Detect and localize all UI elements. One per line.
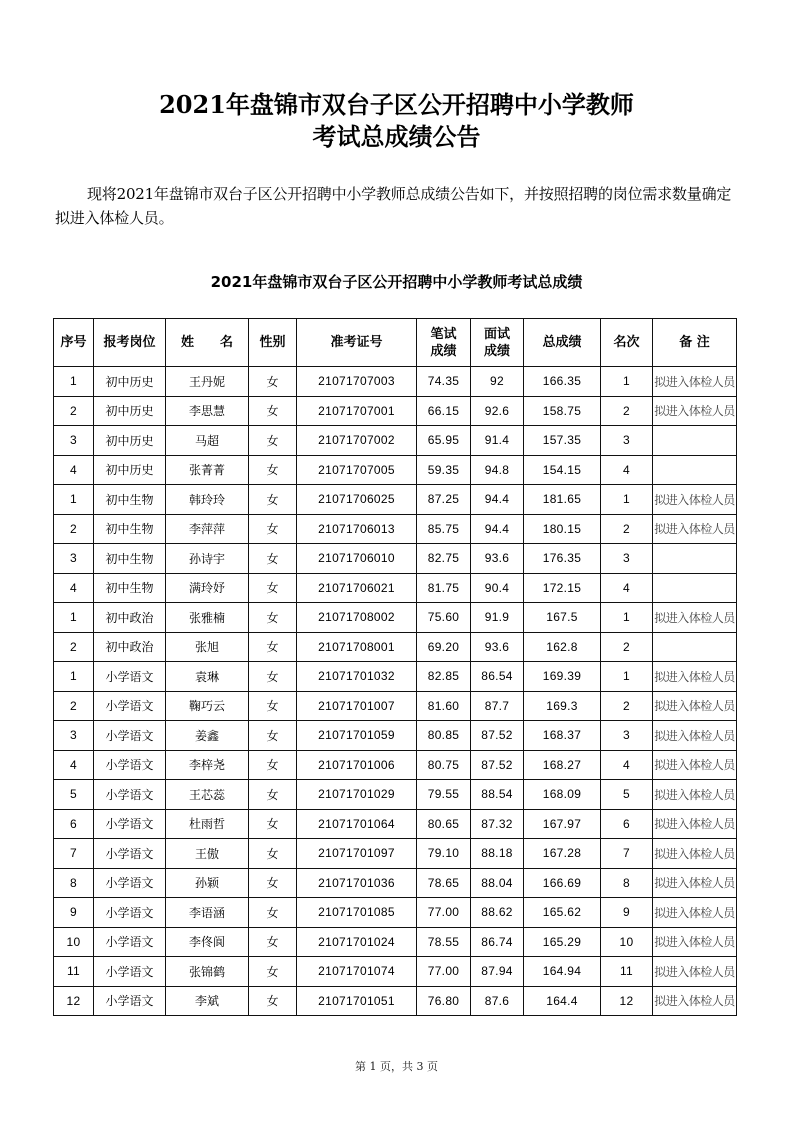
cell-name: 王丹妮 bbox=[166, 367, 249, 397]
cell-name: 姜鑫 bbox=[166, 721, 249, 751]
header-written-score: 笔试 成绩 bbox=[417, 319, 471, 367]
cell-interview-score: 93.6 bbox=[471, 632, 524, 662]
cell-rank: 6 bbox=[601, 809, 653, 839]
cell-position: 小学语文 bbox=[94, 957, 166, 987]
cell-gender: 女 bbox=[249, 750, 297, 780]
cell-note: 拟进入体检人员 bbox=[653, 721, 737, 751]
cell-exam-id: 21071701097 bbox=[297, 839, 417, 869]
cell-interview-score: 94.8 bbox=[471, 455, 524, 485]
cell-exam-id: 21071701085 bbox=[297, 898, 417, 928]
cell-total-score: 181.65 bbox=[524, 485, 601, 515]
cell-name: 李思慧 bbox=[166, 396, 249, 426]
cell-exam-id: 21071707001 bbox=[297, 396, 417, 426]
cell-seq: 1 bbox=[54, 367, 94, 397]
cell-exam-id: 21071701036 bbox=[297, 868, 417, 898]
cell-rank: 1 bbox=[601, 367, 653, 397]
cell-name: 王芯蕊 bbox=[166, 780, 249, 810]
cell-exam-id: 21071706013 bbox=[297, 514, 417, 544]
cell-note bbox=[653, 455, 737, 485]
cell-gender: 女 bbox=[249, 603, 297, 633]
table-row bbox=[54, 839, 737, 869]
header-position: 报考岗位 bbox=[94, 319, 166, 367]
cell-note: 拟进入体检人员 bbox=[653, 839, 737, 869]
cell-interview-score: 87.32 bbox=[471, 809, 524, 839]
cell-position: 小学语文 bbox=[94, 809, 166, 839]
cell-written-score: 81.60 bbox=[417, 691, 471, 721]
cell-written-score: 78.65 bbox=[417, 868, 471, 898]
cell-gender: 女 bbox=[249, 514, 297, 544]
cell-gender: 女 bbox=[249, 485, 297, 515]
cell-gender: 女 bbox=[249, 780, 297, 810]
cell-gender: 女 bbox=[249, 632, 297, 662]
cell-position: 初中历史 bbox=[94, 396, 166, 426]
table-row bbox=[54, 455, 737, 485]
cell-written-score: 82.85 bbox=[417, 662, 471, 692]
cell-seq: 6 bbox=[54, 809, 94, 839]
cell-gender: 女 bbox=[249, 455, 297, 485]
cell-total-score: 168.27 bbox=[524, 750, 601, 780]
cell-interview-score: 87.7 bbox=[471, 691, 524, 721]
table-row bbox=[54, 721, 737, 751]
cell-exam-id: 21071701051 bbox=[297, 986, 417, 1016]
cell-name: 杜雨哲 bbox=[166, 809, 249, 839]
cell-interview-score: 88.04 bbox=[471, 868, 524, 898]
cell-rank: 9 bbox=[601, 898, 653, 928]
cell-note bbox=[653, 573, 737, 603]
table-body bbox=[54, 367, 737, 1016]
cell-rank: 10 bbox=[601, 927, 653, 957]
cell-gender: 女 bbox=[249, 868, 297, 898]
cell-total-score: 165.29 bbox=[524, 927, 601, 957]
cell-note bbox=[653, 544, 737, 574]
cell-gender: 女 bbox=[249, 986, 297, 1016]
cell-written-score: 59.35 bbox=[417, 455, 471, 485]
document-title: 2021年盘锦市双台子区公开招聘中小学教师 bbox=[159, 90, 634, 119]
cell-total-score: 180.15 bbox=[524, 514, 601, 544]
table-row bbox=[54, 367, 737, 397]
cell-seq: 10 bbox=[54, 927, 94, 957]
cell-position: 小学语文 bbox=[94, 839, 166, 869]
cell-written-score: 66.15 bbox=[417, 396, 471, 426]
cell-seq: 5 bbox=[54, 780, 94, 810]
cell-total-score: 166.35 bbox=[524, 367, 601, 397]
cell-position: 初中生物 bbox=[94, 485, 166, 515]
cell-interview-score: 87.94 bbox=[471, 957, 524, 987]
cell-interview-score: 92.6 bbox=[471, 396, 524, 426]
header-interview-score: 面试 成绩 bbox=[471, 319, 524, 367]
cell-exam-id: 21071701007 bbox=[297, 691, 417, 721]
cell-rank: 7 bbox=[601, 839, 653, 869]
cell-position: 初中历史 bbox=[94, 455, 166, 485]
cell-rank: 8 bbox=[601, 868, 653, 898]
cell-note: 拟进入体检人员 bbox=[653, 662, 737, 692]
header-seq: 序号 bbox=[54, 319, 94, 367]
cell-interview-score: 86.54 bbox=[471, 662, 524, 692]
cell-position: 初中历史 bbox=[94, 367, 166, 397]
cell-gender: 女 bbox=[249, 898, 297, 928]
cell-rank: 4 bbox=[601, 573, 653, 603]
cell-gender: 女 bbox=[249, 544, 297, 574]
cell-name: 王傲 bbox=[166, 839, 249, 869]
cell-seq: 7 bbox=[54, 839, 94, 869]
table-row bbox=[54, 986, 737, 1016]
cell-exam-id: 21071708001 bbox=[297, 632, 417, 662]
cell-name: 袁琳 bbox=[166, 662, 249, 692]
cell-written-score: 87.25 bbox=[417, 485, 471, 515]
cell-total-score: 165.62 bbox=[524, 898, 601, 928]
cell-exam-id: 21071701006 bbox=[297, 750, 417, 780]
cell-exam-id: 21071708002 bbox=[297, 603, 417, 633]
cell-total-score: 172.15 bbox=[524, 573, 601, 603]
cell-written-score: 80.65 bbox=[417, 809, 471, 839]
cell-name: 李梓尧 bbox=[166, 750, 249, 780]
cell-interview-score: 94.4 bbox=[471, 485, 524, 515]
cell-interview-score: 87.52 bbox=[471, 750, 524, 780]
cell-position: 初中政治 bbox=[94, 603, 166, 633]
cell-rank: 2 bbox=[601, 632, 653, 662]
intro-paragraph: 现将2021年盘锦市双台子区公开招聘中小学教师总成绩公告如下，并按照招聘的岗位需求数量确定拟进入体检人员。 bbox=[55, 185, 732, 227]
cell-note: 拟进入体检人员 bbox=[653, 898, 737, 928]
cell-name: 李语涵 bbox=[166, 898, 249, 928]
cell-written-score: 85.75 bbox=[417, 514, 471, 544]
cell-name: 张旭 bbox=[166, 632, 249, 662]
cell-total-score: 167.97 bbox=[524, 809, 601, 839]
table-header-row bbox=[54, 319, 737, 367]
cell-total-score: 169.3 bbox=[524, 691, 601, 721]
cell-seq: 2 bbox=[54, 396, 94, 426]
cell-note: 拟进入体检人员 bbox=[653, 868, 737, 898]
cell-rank: 2 bbox=[601, 514, 653, 544]
cell-name: 孙颖 bbox=[166, 868, 249, 898]
cell-gender: 女 bbox=[249, 396, 297, 426]
cell-interview-score: 88.18 bbox=[471, 839, 524, 869]
cell-written-score: 76.80 bbox=[417, 986, 471, 1016]
cell-seq: 11 bbox=[54, 957, 94, 987]
cell-rank: 11 bbox=[601, 957, 653, 987]
cell-seq: 12 bbox=[54, 986, 94, 1016]
cell-interview-score: 91.9 bbox=[471, 603, 524, 633]
cell-total-score: 176.35 bbox=[524, 544, 601, 574]
cell-exam-id: 21071706021 bbox=[297, 573, 417, 603]
cell-total-score: 158.75 bbox=[524, 396, 601, 426]
cell-total-score: 166.69 bbox=[524, 868, 601, 898]
cell-rank: 2 bbox=[601, 396, 653, 426]
cell-seq: 3 bbox=[54, 426, 94, 456]
cell-seq: 2 bbox=[54, 632, 94, 662]
cell-written-score: 74.35 bbox=[417, 367, 471, 397]
table-row bbox=[54, 750, 737, 780]
document-subtitle: 考试总成绩公告 bbox=[312, 122, 481, 151]
cell-name: 满玲妤 bbox=[166, 573, 249, 603]
cell-seq: 1 bbox=[54, 662, 94, 692]
cell-gender: 女 bbox=[249, 809, 297, 839]
cell-rank: 1 bbox=[601, 662, 653, 692]
cell-name: 马超 bbox=[166, 426, 249, 456]
cell-name: 韩玲玲 bbox=[166, 485, 249, 515]
table-row bbox=[54, 485, 737, 515]
cell-position: 初中历史 bbox=[94, 426, 166, 456]
cell-exam-id: 21071707002 bbox=[297, 426, 417, 456]
cell-note: 拟进入体检人员 bbox=[653, 957, 737, 987]
cell-position: 小学语文 bbox=[94, 662, 166, 692]
cell-name: 孙诗宇 bbox=[166, 544, 249, 574]
cell-rank: 1 bbox=[601, 603, 653, 633]
cell-interview-score: 93.6 bbox=[471, 544, 524, 574]
cell-note: 拟进入体检人员 bbox=[653, 927, 737, 957]
cell-exam-id: 21071706025 bbox=[297, 485, 417, 515]
header-total-score: 总成绩 bbox=[524, 319, 601, 367]
header-name: 姓 名 bbox=[166, 319, 249, 367]
cell-note: 拟进入体检人员 bbox=[653, 691, 737, 721]
cell-written-score: 78.55 bbox=[417, 927, 471, 957]
cell-note: 拟进入体检人员 bbox=[653, 514, 737, 544]
table-row bbox=[54, 957, 737, 987]
table-row bbox=[54, 691, 737, 721]
cell-written-score: 77.00 bbox=[417, 898, 471, 928]
table-row bbox=[54, 603, 737, 633]
cell-rank: 3 bbox=[601, 721, 653, 751]
cell-seq: 2 bbox=[54, 514, 94, 544]
cell-position: 小学语文 bbox=[94, 868, 166, 898]
cell-note: 拟进入体检人员 bbox=[653, 750, 737, 780]
cell-seq: 1 bbox=[54, 603, 94, 633]
cell-gender: 女 bbox=[249, 691, 297, 721]
cell-name: 鞠巧云 bbox=[166, 691, 249, 721]
table-title: 2021年盘锦市双台子区公开招聘中小学教师考试总成绩 bbox=[210, 273, 583, 291]
cell-name: 张雅楠 bbox=[166, 603, 249, 633]
cell-written-score: 81.75 bbox=[417, 573, 471, 603]
table-row bbox=[54, 514, 737, 544]
cell-position: 小学语文 bbox=[94, 721, 166, 751]
cell-position: 初中生物 bbox=[94, 514, 166, 544]
cell-name: 李斌 bbox=[166, 986, 249, 1016]
cell-interview-score: 88.62 bbox=[471, 898, 524, 928]
cell-gender: 女 bbox=[249, 426, 297, 456]
cell-note: 拟进入体检人员 bbox=[653, 367, 737, 397]
cell-total-score: 164.4 bbox=[524, 986, 601, 1016]
table-row bbox=[54, 544, 737, 574]
cell-total-score: 167.28 bbox=[524, 839, 601, 869]
cell-position: 初中生物 bbox=[94, 573, 166, 603]
cell-seq: 1 bbox=[54, 485, 94, 515]
cell-seq: 4 bbox=[54, 750, 94, 780]
cell-name: 李萍萍 bbox=[166, 514, 249, 544]
cell-rank: 5 bbox=[601, 780, 653, 810]
header-gender: 性别 bbox=[249, 319, 297, 367]
table-row bbox=[54, 809, 737, 839]
page-footer: 第 1 页，共 3 页 bbox=[355, 1060, 438, 1073]
cell-interview-score: 91.4 bbox=[471, 426, 524, 456]
cell-interview-score: 87.6 bbox=[471, 986, 524, 1016]
cell-gender: 女 bbox=[249, 573, 297, 603]
cell-written-score: 80.75 bbox=[417, 750, 471, 780]
cell-note bbox=[653, 632, 737, 662]
cell-rank: 3 bbox=[601, 426, 653, 456]
cell-total-score: 154.15 bbox=[524, 455, 601, 485]
cell-gender: 女 bbox=[249, 367, 297, 397]
cell-seq: 3 bbox=[54, 721, 94, 751]
cell-exam-id: 21071707005 bbox=[297, 455, 417, 485]
table-row bbox=[54, 868, 737, 898]
cell-interview-score: 88.54 bbox=[471, 780, 524, 810]
cell-written-score: 65.95 bbox=[417, 426, 471, 456]
header-rank: 名次 bbox=[601, 319, 653, 367]
cell-interview-score: 90.4 bbox=[471, 573, 524, 603]
cell-position: 初中生物 bbox=[94, 544, 166, 574]
table-row bbox=[54, 632, 737, 662]
cell-written-score: 77.00 bbox=[417, 957, 471, 987]
cell-note: 拟进入体检人员 bbox=[653, 809, 737, 839]
cell-note: 拟进入体检人员 bbox=[653, 780, 737, 810]
header-note: 备 注 bbox=[653, 319, 737, 367]
cell-exam-id: 21071701059 bbox=[297, 721, 417, 751]
cell-total-score: 168.37 bbox=[524, 721, 601, 751]
cell-position: 小学语文 bbox=[94, 750, 166, 780]
cell-position: 小学语文 bbox=[94, 927, 166, 957]
cell-seq: 2 bbox=[54, 691, 94, 721]
cell-exam-id: 21071706010 bbox=[297, 544, 417, 574]
cell-exam-id: 21071701029 bbox=[297, 780, 417, 810]
table-row bbox=[54, 898, 737, 928]
cell-total-score: 167.5 bbox=[524, 603, 601, 633]
cell-note: 拟进入体检人员 bbox=[653, 396, 737, 426]
cell-rank: 4 bbox=[601, 455, 653, 485]
cell-interview-score: 92 bbox=[471, 367, 524, 397]
cell-total-score: 157.35 bbox=[524, 426, 601, 456]
table-row bbox=[54, 780, 737, 810]
scores-table bbox=[53, 318, 737, 1016]
cell-gender: 女 bbox=[249, 662, 297, 692]
cell-seq: 4 bbox=[54, 455, 94, 485]
cell-gender: 女 bbox=[249, 957, 297, 987]
cell-gender: 女 bbox=[249, 839, 297, 869]
cell-name: 张锦鹤 bbox=[166, 957, 249, 987]
cell-exam-id: 21071701032 bbox=[297, 662, 417, 692]
table-row bbox=[54, 573, 737, 603]
cell-interview-score: 86.74 bbox=[471, 927, 524, 957]
cell-rank: 3 bbox=[601, 544, 653, 574]
cell-exam-id: 21071701064 bbox=[297, 809, 417, 839]
cell-position: 小学语文 bbox=[94, 691, 166, 721]
cell-exam-id: 21071701024 bbox=[297, 927, 417, 957]
table-row bbox=[54, 426, 737, 456]
cell-position: 小学语文 bbox=[94, 898, 166, 928]
header-exam-id: 准考证号 bbox=[297, 319, 417, 367]
cell-written-score: 69.20 bbox=[417, 632, 471, 662]
cell-rank: 1 bbox=[601, 485, 653, 515]
cell-seq: 8 bbox=[54, 868, 94, 898]
cell-total-score: 162.8 bbox=[524, 632, 601, 662]
cell-note: 拟进入体检人员 bbox=[653, 986, 737, 1016]
cell-rank: 4 bbox=[601, 750, 653, 780]
cell-note bbox=[653, 426, 737, 456]
table-row bbox=[54, 662, 737, 692]
cell-gender: 女 bbox=[249, 927, 297, 957]
cell-position: 小学语文 bbox=[94, 780, 166, 810]
cell-name: 李佟阆 bbox=[166, 927, 249, 957]
cell-total-score: 168.09 bbox=[524, 780, 601, 810]
cell-exam-id: 21071707003 bbox=[297, 367, 417, 397]
cell-written-score: 75.60 bbox=[417, 603, 471, 633]
table-row bbox=[54, 396, 737, 426]
cell-written-score: 82.75 bbox=[417, 544, 471, 574]
cell-gender: 女 bbox=[249, 721, 297, 751]
cell-written-score: 80.85 bbox=[417, 721, 471, 751]
cell-seq: 4 bbox=[54, 573, 94, 603]
cell-seq: 3 bbox=[54, 544, 94, 574]
cell-exam-id: 21071701074 bbox=[297, 957, 417, 987]
cell-position: 初中政治 bbox=[94, 632, 166, 662]
cell-note: 拟进入体检人员 bbox=[653, 603, 737, 633]
cell-written-score: 79.55 bbox=[417, 780, 471, 810]
cell-written-score: 79.10 bbox=[417, 839, 471, 869]
cell-interview-score: 87.52 bbox=[471, 721, 524, 751]
cell-total-score: 169.39 bbox=[524, 662, 601, 692]
cell-interview-score: 94.4 bbox=[471, 514, 524, 544]
cell-position: 小学语文 bbox=[94, 986, 166, 1016]
cell-note: 拟进入体检人员 bbox=[653, 485, 737, 515]
cell-rank: 2 bbox=[601, 691, 653, 721]
cell-rank: 12 bbox=[601, 986, 653, 1016]
cell-name: 张菁菁 bbox=[166, 455, 249, 485]
table-row bbox=[54, 927, 737, 957]
cell-seq: 9 bbox=[54, 898, 94, 928]
cell-total-score: 164.94 bbox=[524, 957, 601, 987]
